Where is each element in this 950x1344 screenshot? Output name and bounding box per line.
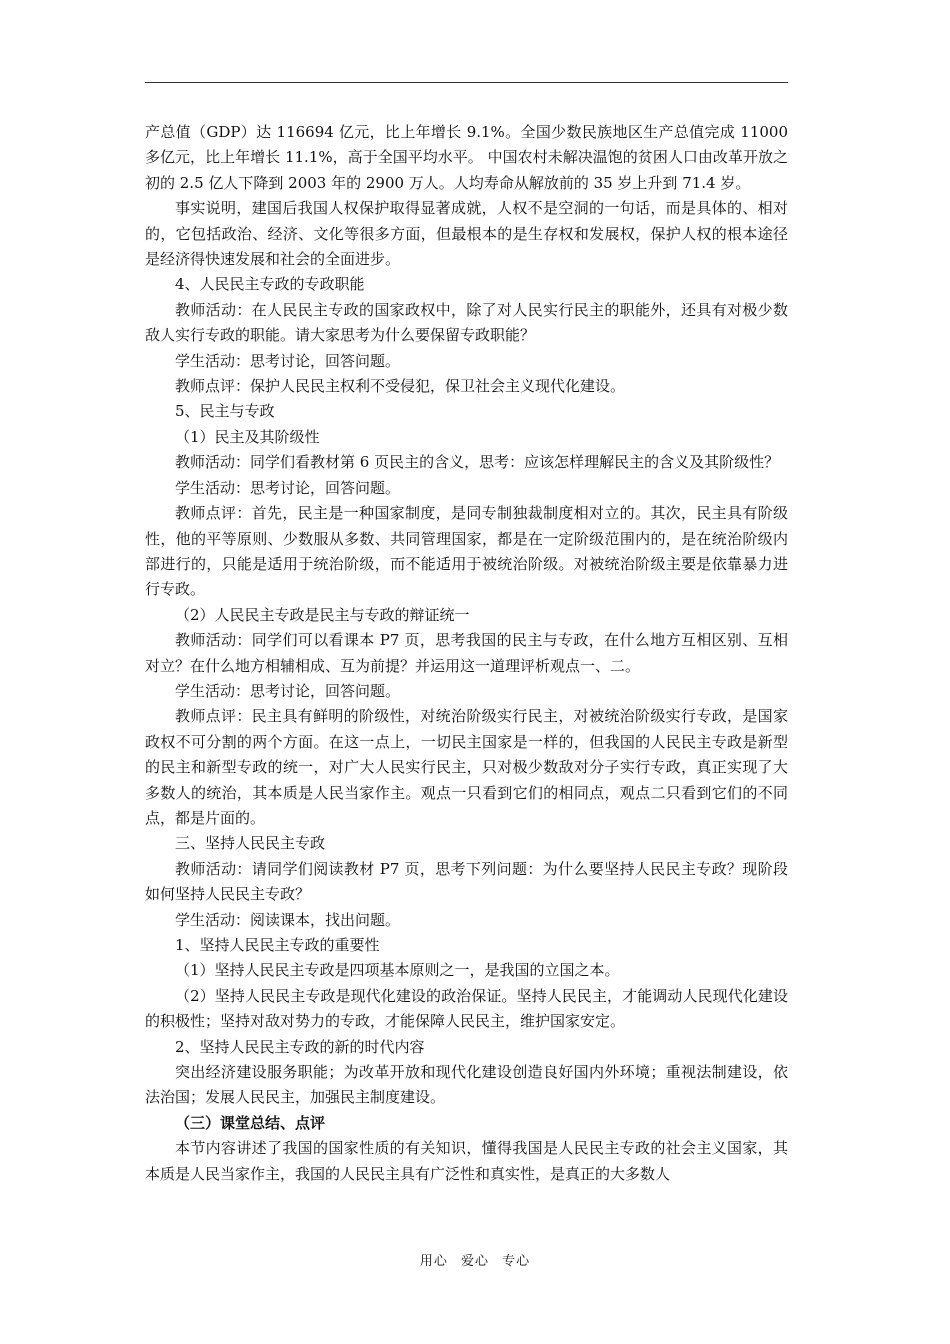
paragraph: 教师活动：同学们看教材第 6 页民主的含义，思考：应该怎样理解民主的含义及其阶级性？ (175, 453, 780, 472)
subsection-heading: （2）人民民主专政是民主与专政的辩证统一 (175, 605, 470, 624)
paragraph: 事实说明，建国后我国人权保护取得显著成就，人权不是空洞的一句话，而是具体的、相对的，它包括政治、经济、文化等很多方面，但最根本的是生存权和发展权，保护人权的根本途径是经济得快速发展和社会的全面进步。 (145, 199, 788, 269)
paragraph: 突出经济建设服务职能；为改革开放和现代化建设创造良好国内外环境；重视法制建设，依法治国；发展人民民主，加强民主制度建设。 (145, 1063, 788, 1107)
page-footer: 用心 爱心 专心 (419, 1254, 531, 1269)
section-heading: 4、人民民主专政的专政职能 (175, 275, 365, 294)
section-heading: 三、坚持人民民主专政 (175, 834, 326, 853)
section-heading: 2、坚持人民民主专政的新的时代内容 (175, 1037, 425, 1056)
paragraph: 学生活动：阅读课本，找出问题。 (175, 910, 401, 929)
section-heading: 5、民主与专政 (175, 402, 275, 421)
section-heading: 1、坚持人民民主专政的重要性 (175, 936, 380, 954)
list-item: （1）坚持人民民主专政是四项基本原则之一，是我国的立国之本。 (175, 961, 620, 980)
paragraph: 学生活动：思考讨论，回答问题。 (175, 478, 401, 497)
paragraph: 本节内容讲述了我国的国家性质的有关知识，懂得我国是人民民主专政的社会主义国家，其本质是人民当家作主，我国的人民民主具有广泛性和真实性，是真正的大多数人 (145, 1139, 788, 1183)
section-heading: （三）课堂总结、点评 (175, 1113, 326, 1132)
paragraph: 学生活动：思考讨论，回答问题。 (175, 351, 401, 370)
paragraph: 教师活动：同学们可以看课本 P7 页，思考我国的民主与专政，在什么地方互相区别、互相对立？在什么地方相辅相成、互为前提？并运用这一道理评析观点一、二。 (145, 631, 788, 675)
subsection-heading: （1）民主及其阶级性 (175, 427, 320, 446)
paragraph: 产总值（GDP）达 116694 亿元，比上年增长 9.1%。全国少数民族地区生产总值完成 11000 多亿元，比上年增长 11.1%，高于全国平均水平。 中国农村未解决温饱的贫困人口由改革开放之初的 2.5 亿人下降到 2003 年的 2900 万人。人均寿命从解放前的 35 岁上升到 71.4 岁。 (145, 123, 788, 192)
paragraph: 教师活动：在人民民主专政的国家政权中，除了对人民实行民主的职能外，还具有对极少数敌人实行专政的职能。请大家思考为什么要保留专政职能？ (145, 300, 788, 345)
paragraph: 教师点评：民主具有鲜明的阶级性，对统治阶级实行民主，对被统治阶级实行专政，是国家政权不可分割的两个方面。在这一点上，一切民主国家是一样的，但我国的人民民主专政是新型的民主和新型专政的统一，对广大人民实行民主，只对极少数敌对分子实行专政，真正实现了大多数人的统治，其本质是人民当家作主。观点一只看到它们的相同点，观点二只看到它们的不同点，都是片面的。 (145, 707, 788, 827)
paragraph: 教师活动：请同学们阅读教材 P7 页，思考下列问题：为什么要坚持人民民主专政？现阶段如何坚持人民民主专政？ (145, 859, 788, 904)
header-rule (145, 82, 788, 83)
paragraph: 教师点评：保护人民民主权利不受侵犯，保卫社会主义现代化建设。 (175, 377, 626, 396)
paragraph: 教师点评：首先，民主是一种国家制度，是同专制独裁制度相对立的。其次，民主具有阶级性，他的平等原则、少数服从多数、共同管理国家，都是在一定阶级范围内的，是在统治阶级内部进行的，只能是适用于统治阶级，而不能适用于被统治阶级。对被统治阶级主要是依靠暴力进行专政。 (145, 504, 788, 599)
document-body (145, 120, 788, 1187)
paragraph: 学生活动：思考讨论，回答问题。 (175, 681, 401, 700)
list-item: （2）坚持人民民主专政是现代化建设的政治保证。坚持人民民主，才能调动人民现代化建设的积极性；坚持对敌对势力的专政，才能保障人民民主，维护国家安定。 (145, 986, 788, 1031)
